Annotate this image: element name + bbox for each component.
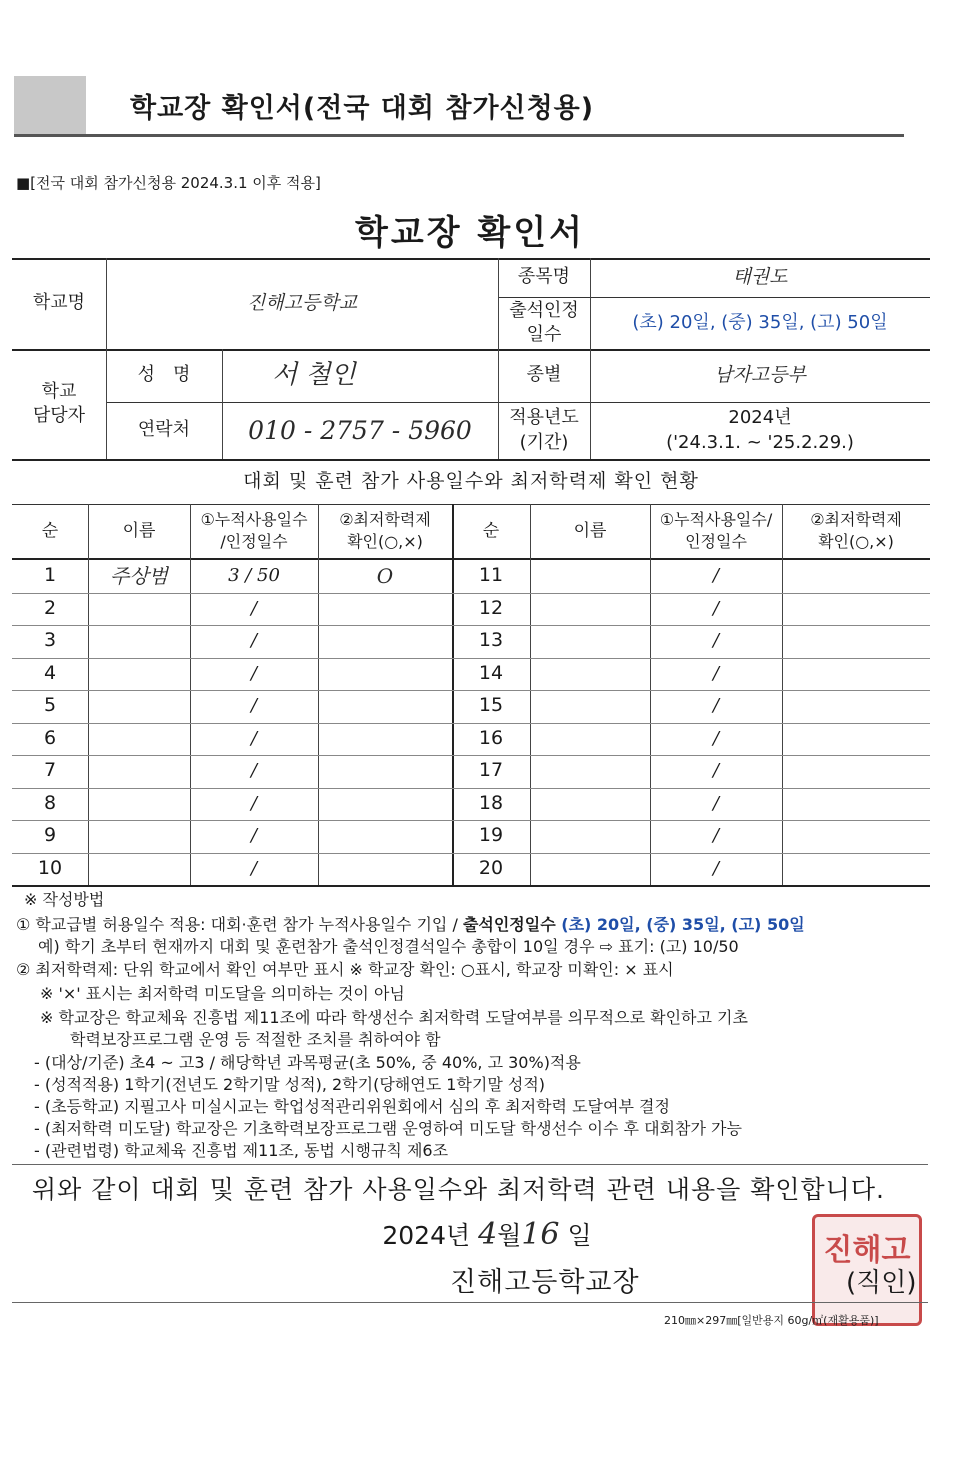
instruction-line-5: ※ 학교장은 학교체육 진흥법 제11조에 따라 학생선수 최저학력 도달여부를 의무적으로 확인하고 기초 bbox=[40, 1008, 748, 1027]
footer-divider bbox=[12, 1302, 928, 1303]
instruction-line-2: 예) 학기 초부터 현재까지 대회 및 훈련참가 출석인정결석일수 총합이 10일 경우 ⇨ 표기: (고) 10/50 bbox=[38, 937, 739, 956]
row-10-days: / bbox=[250, 857, 258, 879]
instruction-1-text: ① 학교급별 허용일수 적용: 대회·훈련 참가 누적사용일수 기입 / bbox=[16, 915, 463, 934]
row-11-n: 11 bbox=[478, 564, 504, 587]
date-day: 16 bbox=[521, 1217, 560, 1252]
row-16-n: 16 bbox=[478, 726, 504, 749]
row-divider bbox=[12, 820, 452, 821]
row-divider bbox=[12, 788, 452, 789]
row-10-name bbox=[88, 853, 190, 886]
divider bbox=[12, 885, 930, 887]
row-1-days: 3 / 50 bbox=[228, 565, 280, 587]
row-5-n: 5 bbox=[43, 694, 57, 717]
divider bbox=[12, 1164, 928, 1165]
row-9-n: 9 bbox=[43, 824, 57, 847]
row-2-name bbox=[88, 593, 190, 626]
row-14-check bbox=[782, 658, 930, 691]
instruction-line-9: - (초등학교) 지필고사 미실시교는 학업성적관리위원회에서 심의 후 최저학력 도달여부 결정 bbox=[34, 1097, 670, 1116]
attendance-value: (초) 20일, (중) 35일, (고) 50일 bbox=[632, 311, 888, 333]
row-divider bbox=[12, 658, 452, 659]
row-5-check bbox=[318, 690, 452, 723]
row-15-name bbox=[530, 690, 650, 723]
instruction-1-days: (초) 20일, (중) 35일, (고) 50일 bbox=[561, 915, 805, 934]
row-18-days: / bbox=[712, 792, 720, 814]
header-check-right: ②최저학력제 확인(○,×) bbox=[810, 510, 902, 551]
row-17-name bbox=[530, 755, 650, 788]
school-value: 진해고등학교 bbox=[246, 291, 358, 314]
row-divider bbox=[452, 820, 930, 821]
instruction-line-4: ※ '×' 표시는 최저학력 미도달을 의미하는 것이 아님 bbox=[40, 984, 405, 1003]
row-13-days: / bbox=[712, 630, 720, 652]
row-18-n: 18 bbox=[478, 791, 504, 814]
row-16-check bbox=[782, 723, 930, 756]
row-divider bbox=[12, 723, 452, 724]
row-14-days: / bbox=[712, 662, 720, 684]
row-15-days: / bbox=[712, 695, 720, 717]
row-12-check bbox=[782, 593, 930, 626]
row-18-check bbox=[782, 788, 930, 821]
row-9-check bbox=[318, 820, 452, 853]
instruction-line-3: ② 최저학력제: 단위 학교에서 확인 여부만 표시 ※ 학교장 확인: ○표시, 학교장 미확인: × 표시 bbox=[16, 960, 674, 979]
category-value: 남자고등부 bbox=[714, 363, 806, 386]
row-17-n: 17 bbox=[478, 759, 504, 782]
row-8-name bbox=[88, 788, 190, 821]
sport-label: 종목명 bbox=[517, 266, 571, 288]
row-19-check bbox=[782, 820, 930, 853]
row-12-name bbox=[530, 593, 650, 626]
row-7-name bbox=[88, 755, 190, 788]
row-divider bbox=[452, 690, 930, 691]
school-label: 학교명 bbox=[32, 292, 86, 314]
year-cell bbox=[590, 402, 930, 459]
row-14-n: 14 bbox=[478, 661, 504, 684]
confirmation-statement: 위와 같이 대회 및 훈련 참가 사용일수와 최저학력 관련 내용을 확인합니다. bbox=[32, 1175, 885, 1204]
row-2-n: 2 bbox=[43, 596, 57, 619]
instruction-line-10: - (최저학력 미도달) 학교장은 기초학력보장프로그램 운영하여 미도달 학생선수 이수 후 대회참가 가능 bbox=[34, 1119, 742, 1138]
date-month: 4 bbox=[478, 1217, 498, 1252]
row-1-n: 1 bbox=[43, 564, 57, 587]
row-3-check bbox=[318, 625, 452, 658]
sport-value: 태권도 bbox=[732, 265, 788, 288]
row-17-check bbox=[782, 755, 930, 788]
row-20-n: 20 bbox=[478, 856, 504, 879]
period-value: ('24.3.1. ~ '25.2.29.) bbox=[666, 431, 854, 453]
row-4-check bbox=[318, 658, 452, 691]
name-label: 성 명 bbox=[137, 364, 191, 386]
banner-divider bbox=[14, 134, 904, 137]
header-order-right: 순 bbox=[482, 520, 500, 541]
applicability-notice: ■[전국 대회 참가신청용 2024.3.1 이후 적용] bbox=[16, 174, 321, 192]
row-18-name bbox=[530, 788, 650, 821]
row-divider bbox=[452, 625, 930, 626]
row-divider bbox=[12, 625, 452, 626]
instruction-line-1 bbox=[16, 917, 805, 933]
official-seal: 진해고 bbox=[812, 1214, 922, 1326]
row-2-days: / bbox=[250, 597, 258, 619]
instruction-line-7: - (대상/기준) 초4 ~ 고3 / 해당학년 과목평균(초 50%, 중 40%, 고 30%)적용 bbox=[34, 1053, 581, 1072]
banner-title: 학교장 확인서(전국 대회 참가신청용) bbox=[130, 93, 595, 124]
row-5-days: / bbox=[250, 695, 258, 717]
row-7-days: / bbox=[250, 760, 258, 782]
instruction-line-6: 학력보장프로그램 운영 등 적절한 조치를 취하여야 함 bbox=[70, 1030, 441, 1049]
seal-label: (직인) bbox=[846, 1268, 917, 1298]
row-13-n: 13 bbox=[478, 629, 504, 652]
attendance-label: 출석인정 일수 bbox=[509, 299, 579, 345]
row-5-name bbox=[88, 690, 190, 723]
row-divider bbox=[12, 593, 452, 594]
row-4-days: / bbox=[250, 662, 258, 684]
paper-spec: 210㎜×297㎜[일반용지 60g/㎡(재활용품)] bbox=[664, 1314, 879, 1327]
row-7-n: 7 bbox=[43, 759, 57, 782]
row-11-name bbox=[530, 560, 650, 593]
instruction-line-11: - (관련법령) 학교체육 진흥법 제11조, 동법 시행규칙 제6조 bbox=[34, 1141, 449, 1160]
date-month-label: 월 bbox=[497, 1221, 522, 1250]
date-year: 2024년 bbox=[382, 1221, 471, 1250]
row-divider bbox=[452, 658, 930, 659]
row-11-check bbox=[782, 560, 930, 593]
contact-label: 연락처 bbox=[137, 419, 191, 441]
row-16-name bbox=[530, 723, 650, 756]
row-11-days: / bbox=[712, 565, 720, 587]
row-20-check bbox=[782, 853, 930, 886]
header-days-left: ①누적사용일수 /인정일수 bbox=[200, 510, 308, 551]
header-name-right: 이름 bbox=[573, 520, 607, 541]
row-4-n: 4 bbox=[43, 661, 57, 684]
row-divider bbox=[452, 788, 930, 789]
row-19-days: / bbox=[712, 825, 720, 847]
row-16-days: / bbox=[712, 727, 720, 749]
row-3-n: 3 bbox=[43, 629, 57, 652]
row-13-check bbox=[782, 625, 930, 658]
principal-title: 진해고등학교장 bbox=[450, 1267, 640, 1298]
header-days-right: ①누적사용일수/ 인정일수 bbox=[659, 510, 773, 551]
year-value: 2024년 bbox=[728, 407, 792, 429]
instruction-line-8: - (성적적용) 1학기(전년도 2학기말 성적), 2학기(당해연도 1학기말 성적) bbox=[34, 1075, 546, 1094]
row-divider bbox=[12, 853, 452, 854]
row-6-name bbox=[88, 723, 190, 756]
row-1-name: 주상범 bbox=[110, 563, 168, 588]
row-divider bbox=[452, 755, 930, 756]
header-check-left: ②최저학력제 확인(○,×) bbox=[339, 510, 431, 551]
row-2-check bbox=[318, 593, 452, 626]
row-15-check bbox=[782, 690, 930, 723]
row-9-name bbox=[88, 820, 190, 853]
instruction-1-bold: 출석인정일수 bbox=[462, 915, 562, 934]
year-label: 적용년도 (기간) bbox=[509, 407, 579, 453]
row-12-days: / bbox=[712, 597, 720, 619]
row-13-name bbox=[530, 625, 650, 658]
header-name-left: 이름 bbox=[122, 520, 156, 541]
category-label: 종별 bbox=[526, 364, 562, 386]
contact-value: 010 - 2757 - 5960 bbox=[248, 415, 472, 445]
row-10-check bbox=[318, 853, 452, 886]
row-10-n: 10 bbox=[37, 856, 63, 879]
row-8-n: 8 bbox=[43, 791, 57, 814]
row-6-days: / bbox=[250, 727, 258, 749]
row-6-check bbox=[318, 723, 452, 756]
manager-name: 서 철인 bbox=[272, 359, 356, 390]
row-3-days: / bbox=[250, 630, 258, 652]
instructions-heading: ※ 작성방법 bbox=[24, 890, 105, 909]
row-7-check bbox=[318, 755, 452, 788]
row-14-name bbox=[530, 658, 650, 691]
row-1-check: O bbox=[376, 563, 394, 588]
document-title: 학교장 확인서 bbox=[355, 213, 585, 253]
header-order-left: 순 bbox=[41, 520, 59, 541]
row-19-name bbox=[530, 820, 650, 853]
row-8-days: / bbox=[250, 792, 258, 814]
row-divider bbox=[452, 593, 930, 594]
manager-label: 학교 담당자 bbox=[32, 380, 86, 426]
row-divider bbox=[452, 723, 930, 724]
row-15-n: 15 bbox=[478, 694, 504, 717]
row-8-check bbox=[318, 788, 452, 821]
row-divider bbox=[452, 853, 930, 854]
section-title: 대회 및 훈련 참가 사용일수와 최저학력제 확인 현황 bbox=[243, 470, 699, 493]
row-20-name bbox=[530, 853, 650, 886]
row-17-days: / bbox=[712, 760, 720, 782]
banner-block bbox=[14, 76, 86, 134]
row-divider bbox=[12, 690, 452, 691]
date-day-label: 일 bbox=[567, 1221, 592, 1250]
row-6-n: 6 bbox=[43, 726, 57, 749]
row-19-n: 19 bbox=[478, 824, 504, 847]
row-divider bbox=[12, 755, 452, 756]
row-4-name bbox=[88, 658, 190, 691]
row-20-days: / bbox=[712, 857, 720, 879]
row-3-name bbox=[88, 625, 190, 658]
row-12-n: 12 bbox=[478, 596, 504, 619]
row-9-days: / bbox=[250, 825, 258, 847]
